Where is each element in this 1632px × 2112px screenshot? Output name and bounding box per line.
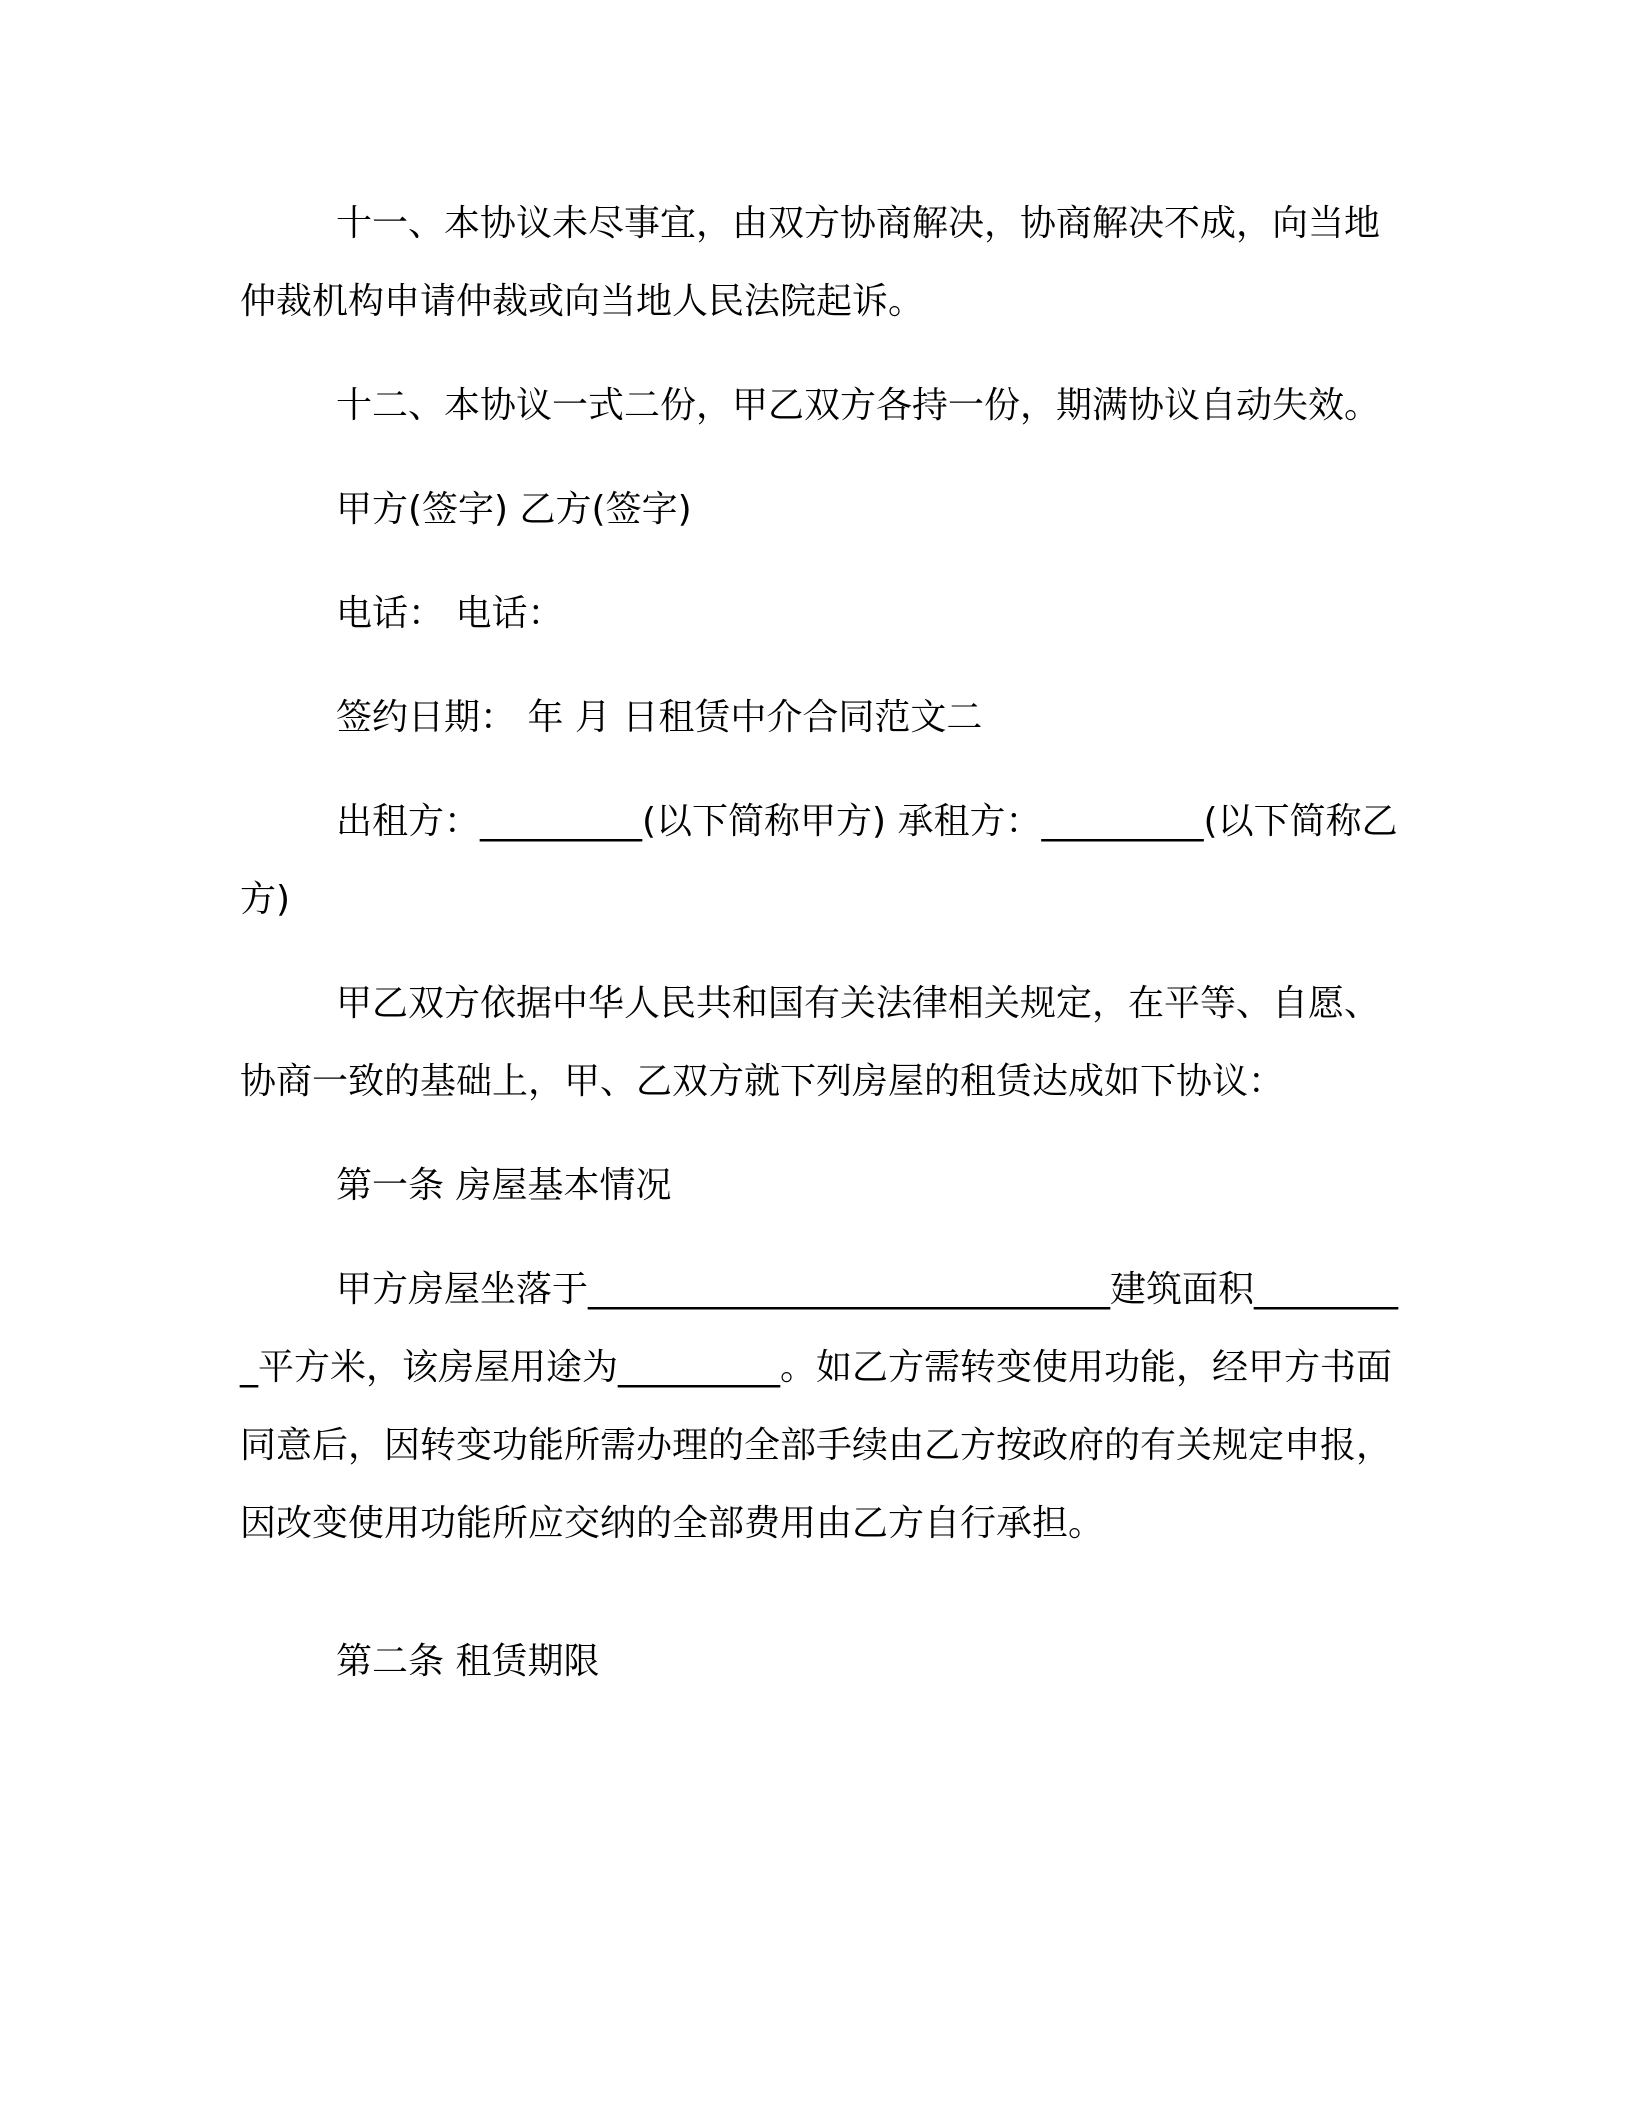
article-two-heading: 第二条 租赁期限: [336, 1641, 600, 1682]
clause-eleven: 十一、本协议未尽事宜，由双方协商解决，协商解决不成，向当地仲裁机构申请仲裁或向当地人民法院起诉。: [240, 203, 1381, 322]
parties-line: 出租方：_________(以下简称甲方) 承租方：_________(以下简称乙方): [240, 801, 1398, 920]
phone-line: 电话： 电话：: [336, 593, 564, 634]
article-one-heading: 第一条 房屋基本情况: [336, 1165, 672, 1206]
article-one-body: 甲方房屋坐落于_____________________________建筑面积_________平方米，该房屋用途为_________。如乙方需转变使用功能，经甲方书面同意后，因转变功能所需办理的全部手续由乙方按政府的有关规定申报，因改变使用功能所应交纳的全部费用由乙方自行承担。: [240, 1269, 1399, 1544]
signing-date-line: 签约日期： 年 月 日租赁中介合同范文二: [336, 697, 983, 738]
preamble-paragraph: 甲乙双方依据中华人民共和国有关法律相关规定，在平等、自愿、协商一致的基础上，甲、乙双方就下列房屋的租赁达成如下协议：: [240, 983, 1381, 1102]
document-page: [240, 185, 1400, 1727]
signature-line: 甲方(签字) 乙方(签字): [336, 489, 692, 530]
clause-twelve: 十二、本协议一式二份，甲乙双方各持一份，期满协议自动失效。: [336, 385, 1381, 426]
